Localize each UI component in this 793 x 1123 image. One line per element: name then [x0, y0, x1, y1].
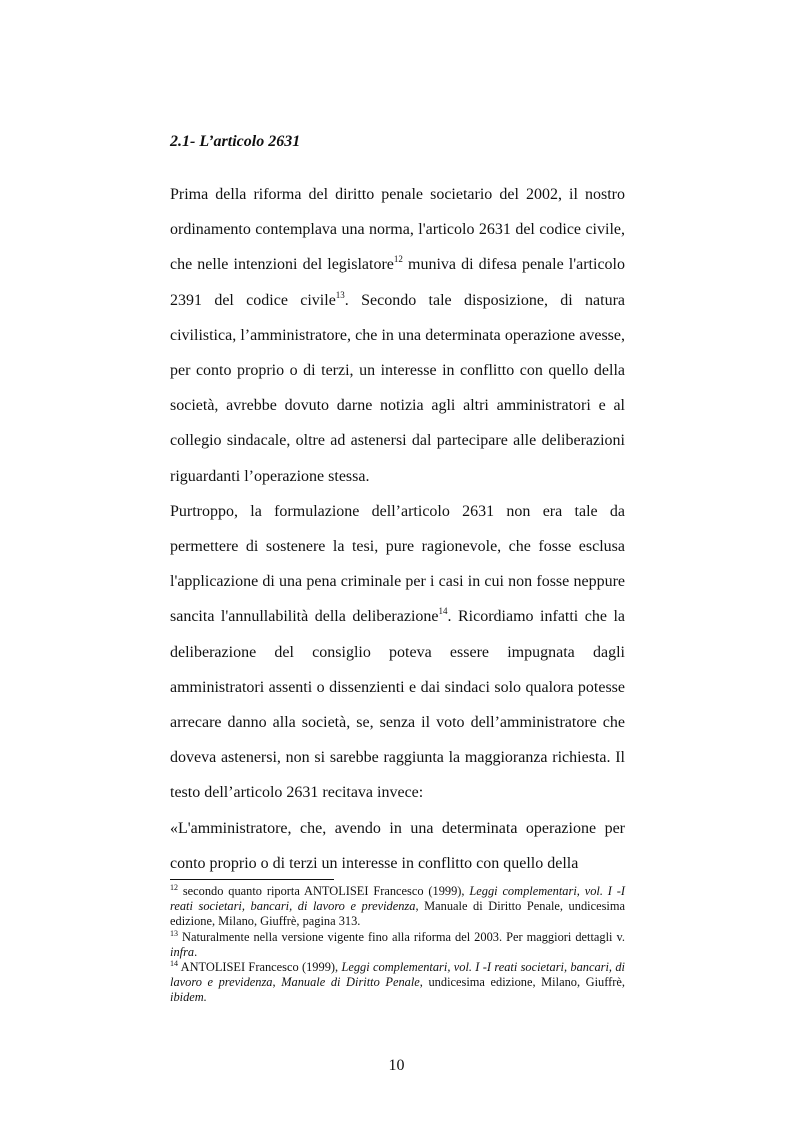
footnotes: [170, 884, 625, 1006]
page-number: 10: [388, 1057, 405, 1074]
footnote-number: 13: [170, 928, 178, 938]
footnote-ref-13: 13: [335, 289, 345, 300]
paragraph-1-text-c: . Secondo tale disposizione, di natura civilistica, l’amministratore, che in una determinata operazione avesse, per conto proprio o di terzi, un interesse in conflitto con quello della società, avrebbe dovuto darne notizia agli altri amministratori e al collegio sindacale, oltre ad astenersi dal partecipare alle deliberazioni riguardanti l’operazione stessa.: [170, 291, 625, 485]
footnote-ref-14: 14: [438, 606, 448, 617]
paragraph-2-text-b: . Ricordiamo infatti che la deliberazione del consiglio poteva essere impugnata dagli amministratori assenti o dissenzienti e dai sindaci solo qualora potesse arrecare danno alla società, se, senza il voto dell’amministratore che doveva astenersi, non si sarebbe raggiunta la maggioranza richiesta. Il testo dell’articolo 2631 recitava invece:: [170, 608, 625, 802]
footnote-14: $^{14}$ ANTOLISEI Francesco (1999), Leggi complementari, vol. I -I reati societari, bancari, di lavoro e previdenza, Manuale di Diritto Penale, undicesima edizione, Milano, Giuffrè, ibidem.: [170, 959, 625, 1005]
footnote-separator: [170, 879, 334, 880]
paragraph-2: [170, 494, 625, 811]
body-text: [170, 177, 625, 881]
footnote-ref-12: 12: [393, 254, 403, 265]
paragraph-1-text-b: muniva di difesa penale l'articolo 2391 del codice civile: [170, 256, 625, 309]
footnote-12: $^{12}$ secondo quanto riporta ANTOLISEI Francesco (1999), Leggi complementari, vol. I -I reati societari, bancari, di lavoro e previdenza, Manuale di Diritto Penale, undicesima edizione, Milano, Giuffrè, pagina 313.: [170, 883, 625, 929]
paragraph-2-text-a: Purtroppo, la formulazione dell’articolo 2631 non era tale da permettere di sostenere la tesi, pure ragionevole, che fosse esclusa l'applicazione di una pena criminale per i casi in cui non fosse neppure sancita l'annullabilità della deliberazione: [170, 502, 625, 626]
footnote-13: $^{13}$ Naturalmente nella versione vigente fino alla riforma del 2003. Per maggiori dettagli v. infra.: [170, 928, 625, 959]
footnote-number: 14: [170, 959, 178, 969]
paragraph-3: «L'amministratore, che, avendo in una determinata operazione per conto proprio o di terzi un interesse in conflitto con quello della: [170, 819, 625, 872]
paragraph-1: [170, 177, 625, 494]
paragraph-1-text-a: Prima della riforma del diritto penale societario del 2002, il nostro ordinamento contemplava una norma, l'articolo 2631 del codice civile, che nelle intenzioni del legislatore: [170, 186, 625, 274]
section-heading: 2.1- L’articolo 2631: [170, 133, 301, 150]
footnote-number: 12: [170, 883, 178, 892]
